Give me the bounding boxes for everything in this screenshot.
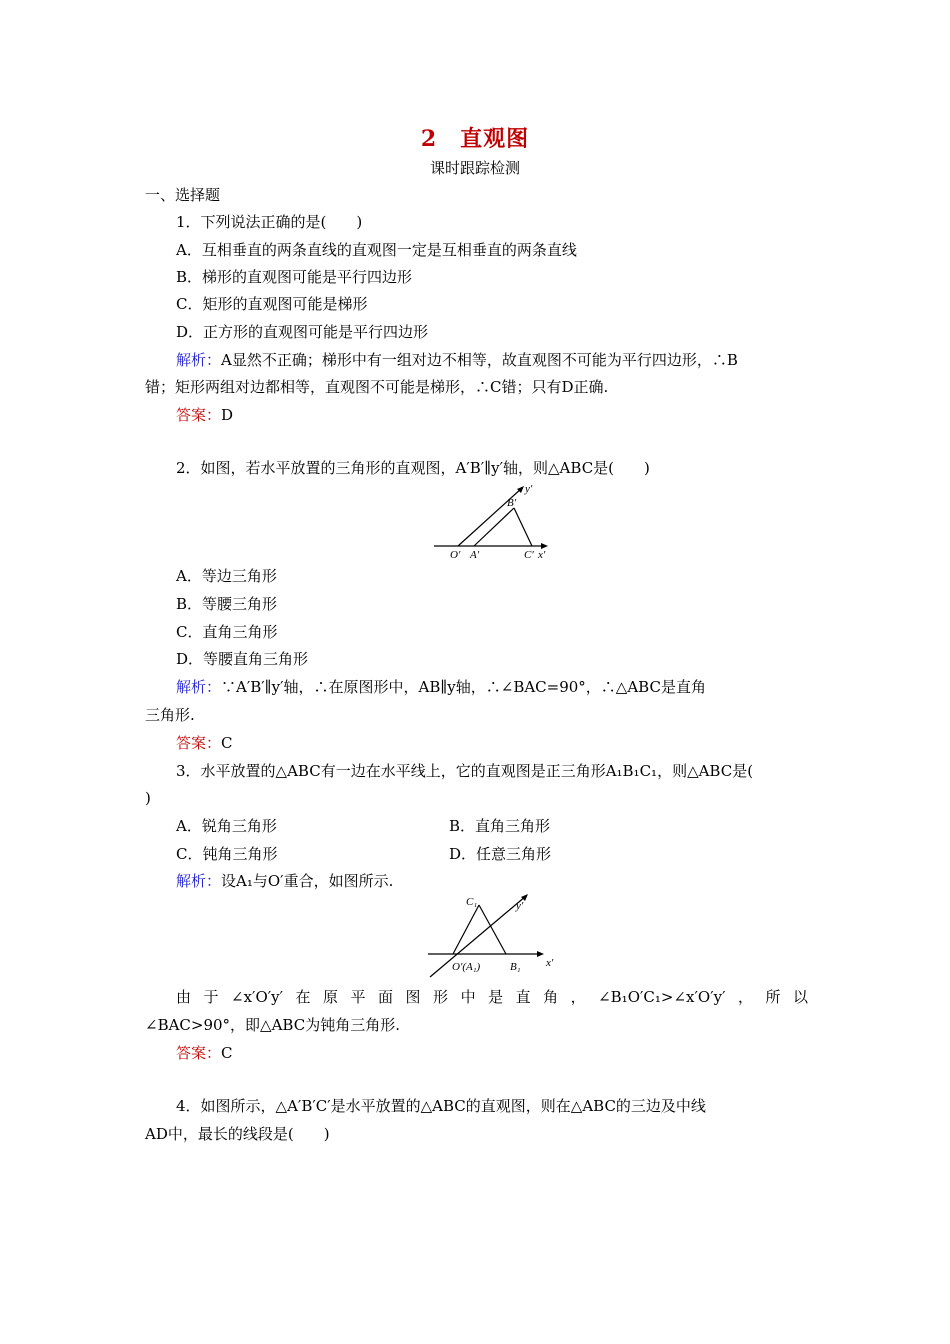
q3-option-a: A．锐角三角形	[176, 817, 277, 835]
q3-figure	[426, 893, 566, 979]
q3-analysis-line-3: ∠BAC>90°，即△ABC为钝角三角形.	[145, 1016, 400, 1034]
q1-option-c: C．矩形的直观图可能是梯形	[176, 295, 368, 313]
q3-label-c1: C₁	[466, 896, 478, 908]
q2-label-x: x′	[538, 549, 546, 560]
answer-label: 答案：	[176, 1044, 222, 1062]
q3-option-b: B．直角三角形	[449, 817, 551, 835]
q4-stem-line-1: 4．如图所示，△A′B′C′是水平放置的△ABC的直观图，则在△ABC的三边及中线	[176, 1097, 706, 1115]
page-subtitle: 课时跟踪检测	[429, 159, 520, 177]
q3-analysis-text-1: 设A₁与O′重合，如图所示.	[221, 872, 394, 890]
answer-label: 答案：	[176, 406, 222, 424]
q1-stem: 1．下列说法正确的是( )	[176, 213, 363, 231]
q3-option-d: D．任意三角形	[449, 845, 552, 863]
q2-label-y: y′	[525, 483, 533, 495]
q3-analysis-line-1	[176, 871, 393, 891]
q2-analysis-text-1: ∵A′B′∥y′轴，∴在原图形中，AB∥y轴，∴∠BAC=90°，∴△ABC是直角	[221, 678, 706, 696]
q2-answer	[176, 733, 233, 753]
q3-label-o: O′(A₁)	[452, 961, 481, 973]
q1-answer	[176, 405, 233, 425]
analysis-label: 解析：	[176, 872, 222, 890]
q2-analysis-line-1	[176, 677, 706, 697]
q3-stem-line-1: 3．水平放置的△ABC有一边在水平线上，它的直观图是正三角形A₁B₁C₁，则△ABC是(	[176, 762, 754, 780]
q3-answer	[176, 1043, 233, 1063]
answer-label: 答案：	[176, 734, 222, 752]
q2-label-b: B′	[507, 497, 517, 509]
q3-analysis-line-2: 由于∠x′O′y′在原平面图形中是直角，∠B₁O′C₁>∠x′O′y′，所以	[176, 988, 808, 1006]
q1-option-d: D．正方形的直观图可能是平行四边形	[176, 323, 429, 341]
q1-analysis-text-1: A显然不正确；梯形中有一组对边不相等，故直观图不可能为平行四边形，∴B	[221, 351, 738, 369]
q2-label-o: O′	[450, 549, 461, 560]
q2-answer-value: C	[221, 734, 233, 752]
analysis-label: 解析：	[176, 678, 222, 696]
q2-option-b: B．等腰三角形	[176, 595, 278, 613]
q3-stem-line-2: )	[145, 789, 151, 807]
q3-label-x: x′	[546, 957, 554, 969]
q3-option-c: C．钝角三角形	[176, 845, 278, 863]
q1-option-a: A．互相垂直的两条直线的直观图一定是互相垂直的两条直线	[176, 241, 577, 259]
q4-stem-line-2: AD中，最长的线段是( )	[145, 1125, 330, 1143]
section-heading: 一、选择题	[145, 186, 221, 204]
q2-figure	[432, 480, 552, 560]
q2-stem: 2．如图，若水平放置的三角形的直观图，A′B′∥y′轴，则△ABC是( )	[176, 459, 650, 477]
q1-analysis-line-1	[176, 350, 738, 370]
analysis-label: 解析：	[176, 351, 222, 369]
page-title: 2 直观图	[420, 126, 530, 152]
q1-answer-value: D	[221, 406, 234, 424]
q3-label-b1: B₁	[510, 961, 521, 973]
q2-option-d: D．等腰直角三角形	[176, 650, 309, 668]
q1-option-b: B．梯形的直观图可能是平行四边形	[176, 268, 413, 286]
q2-analysis-line-2: 三角形.	[145, 706, 195, 724]
q2-option-c: C．直角三角形	[176, 623, 278, 641]
q3-label-y: y′	[516, 900, 524, 912]
q2-option-a: A．等边三角形	[176, 567, 277, 585]
q3-answer-value: C	[221, 1044, 233, 1062]
q2-label-c: C′	[524, 549, 534, 560]
q1-analysis-line-2: 错；矩形两组对边都相等，直观图不可能是梯形，∴C错；只有D正确.	[145, 378, 609, 396]
q2-label-a: A′	[470, 549, 480, 560]
